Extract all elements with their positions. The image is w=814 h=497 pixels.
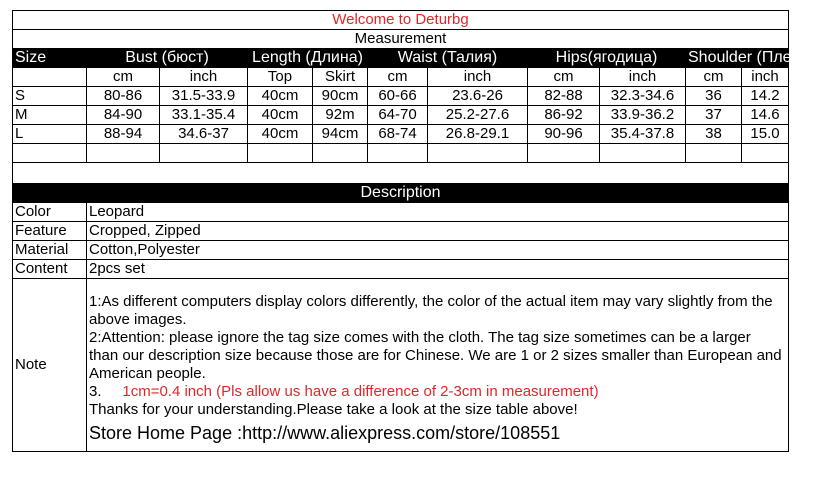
table-cell: 92m (313, 106, 368, 125)
empty-cell (600, 144, 686, 163)
empty-cell (428, 144, 528, 163)
subheader-cell: cm (368, 68, 428, 87)
table-cell: 32.3-34.6 (600, 87, 686, 106)
empty-cell (528, 144, 600, 163)
subheader-cell: cm (528, 68, 600, 87)
description-row (13, 241, 789, 260)
empty-cell (686, 144, 742, 163)
description-row (13, 203, 789, 222)
empty-cell (160, 144, 248, 163)
table-cell: 25.2-27.6 (428, 106, 528, 125)
description-label: Content (13, 260, 87, 279)
table-cell: 14.2 (742, 87, 789, 106)
col-waist: Waist (Талия) (368, 49, 528, 68)
table-cell: 26.8-29.1 (428, 125, 528, 144)
description-row (13, 260, 789, 279)
subheader-cell: inch (160, 68, 248, 87)
table-row (13, 106, 789, 125)
page-title: Welcome to Deturbg (13, 11, 789, 30)
note-row (13, 279, 789, 452)
size-label: L (13, 125, 87, 144)
table-cell: 33.1-35.4 (160, 106, 248, 125)
col-hips: Hips(ягодица) (528, 49, 686, 68)
table-cell: 64-70 (368, 106, 428, 125)
col-bust: Bust (бюст) (87, 49, 248, 68)
table-cell: 90-96 (528, 125, 600, 144)
note-line-3-prefix: 3. (89, 383, 102, 400)
spacer-row (13, 163, 789, 184)
subheader-cell: Skirt (313, 68, 368, 87)
subheader-cell: cm (87, 68, 160, 87)
note-line-2: 2:Attention: please ignore the tag size comes with the cloth. The tag size sometimes can be a larger than our description size because those are for Chinese. We are 1 or 2 sizes smaller than European and American people. (89, 329, 782, 382)
measurement-column-headers (13, 49, 789, 68)
description-value: Cropped, Zipped (87, 222, 789, 241)
size-label: S (13, 87, 87, 106)
size-chart-table (12, 10, 814, 452)
empty-row (13, 144, 789, 163)
col-length: Length (Длина) (248, 49, 368, 68)
table-cell: 84-90 (87, 106, 160, 125)
description-value: Leopard (87, 203, 789, 222)
table-cell: 60-66 (368, 87, 428, 106)
note-line-1: 1:As different computers display colors differently, the color of the actual item may vary slightly from the above images. (89, 293, 773, 328)
col-shoulder: Shoulder (Плечо) (686, 49, 789, 68)
table-cell: 23.6-26 (428, 87, 528, 106)
table-cell: 40cm (248, 87, 313, 106)
table-cell: 88-94 (87, 125, 160, 144)
note-content (87, 279, 789, 452)
table-cell: 68-74 (368, 125, 428, 144)
empty-cell (248, 144, 313, 163)
note-line-3-red: 1cm=0.4 inch (Pls allow us have a difference of 2-3cm in measurement) (122, 383, 599, 400)
description-row (13, 222, 789, 241)
table-cell: 40cm (248, 125, 313, 144)
table-cell: 38 (686, 125, 742, 144)
subheader-cell: Top (248, 68, 313, 87)
title-row (13, 11, 789, 30)
table-cell: 94cm (313, 125, 368, 144)
description-value: 2pcs set (87, 260, 789, 279)
table-cell: 15.0 (742, 125, 789, 144)
empty-cell (87, 144, 160, 163)
subheader-cell (13, 68, 87, 87)
table-cell: 80-86 (87, 87, 160, 106)
table-row (13, 125, 789, 144)
empty-cell (742, 144, 789, 163)
table-cell: 37 (686, 106, 742, 125)
description-value: Cotton,Polyester (87, 241, 789, 260)
empty-cell (13, 144, 87, 163)
store-home-page-link[interactable]: Store Home Page :http://www.aliexpress.com/store/108551 (89, 423, 561, 443)
table-cell: 14.6 (742, 106, 789, 125)
subheader-cell: cm (686, 68, 742, 87)
table-row (13, 87, 789, 106)
subheader-cell: inch (428, 68, 528, 87)
table-cell: 82-88 (528, 87, 600, 106)
note-line-3 (89, 383, 784, 401)
description-label: Material (13, 241, 87, 260)
description-label: Color (13, 203, 87, 222)
subheader-cell: inch (600, 68, 686, 87)
table-cell: 35.4-37.8 (600, 125, 686, 144)
description-heading-row (13, 184, 789, 203)
subheader-cell: inch (742, 68, 789, 87)
table-cell: 36 (686, 87, 742, 106)
table-cell: 33.9-36.2 (600, 106, 686, 125)
table-cell: 34.6-37 (160, 125, 248, 144)
spacer-cell (13, 163, 789, 184)
measurement-subheader-row (13, 68, 789, 87)
table-cell: 31.5-33.9 (160, 87, 248, 106)
measurement-heading-row (13, 30, 789, 49)
table-cell: 90cm (313, 87, 368, 106)
note-line-4: Thanks for your understanding.Please take a look at the size table above! (89, 401, 578, 418)
note-label: Note (13, 279, 87, 452)
table-cell: 86-92 (528, 106, 600, 125)
col-size: Size (13, 49, 87, 68)
description-label: Feature (13, 222, 87, 241)
size-label: M (13, 106, 87, 125)
empty-cell (313, 144, 368, 163)
table-cell: 40cm (248, 106, 313, 125)
description-heading: Description (13, 184, 789, 203)
empty-cell (368, 144, 428, 163)
measurement-heading: Measurement (13, 30, 789, 49)
